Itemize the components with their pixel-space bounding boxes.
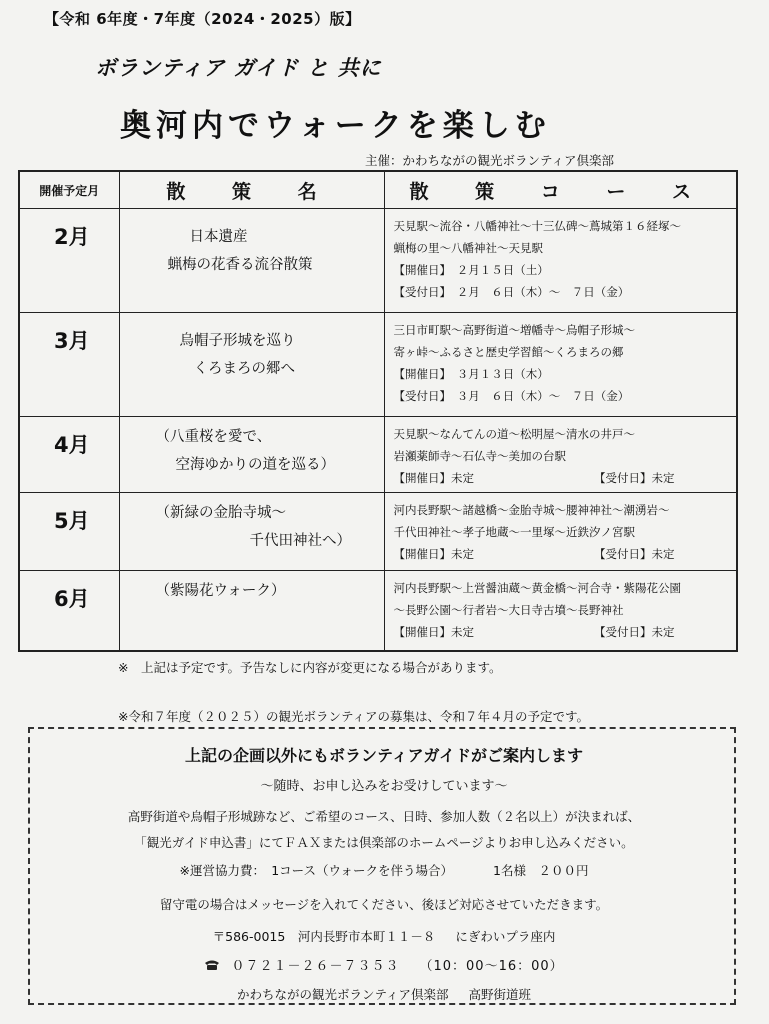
postal-address: 〒586-0015 河内長野市本町１１－８ (212, 929, 436, 944)
phone-icon (204, 959, 225, 974)
walk-name-line: くろまろの郷へ (193, 361, 295, 377)
organizer: 主催：かわちながの観光ボランティア倶楽部 (365, 153, 615, 168)
event-info-line (394, 621, 737, 643)
table-row (19, 209, 737, 313)
course-line: 天見駅～流谷・八幡神社～十三仏碑～蔦城第１６経塚～ (393, 219, 681, 233)
table-row (19, 313, 737, 417)
course-line: 河内長野駅～上営醤油蔵～黄金橋～河合寺・紫陽花公園 (393, 581, 681, 595)
month-cell: 5月 (19, 493, 119, 571)
course-cell (384, 493, 737, 571)
recruit-note: ※令和７年度（２０２５）の観光ボランティアの募集は、令和７年４月の予定です。 (118, 709, 589, 724)
phone-number: ０７２１－２６－７３５３ (231, 959, 400, 974)
course-cell (384, 417, 737, 493)
fee-label: ※運営協力費： 1コース（ウォークを伴う場合） (179, 863, 454, 878)
month-cell: 4月 (19, 417, 119, 493)
schedule-table (18, 170, 738, 652)
walk-name-cell (119, 417, 384, 493)
fee-value: 1名様 ２００円 (493, 863, 589, 878)
guide-box-heading: 上記の企画以外にもボランティアガイドがご案内します (184, 746, 584, 765)
table-row (19, 417, 737, 493)
course-line: 千代田神社～孝子地蔵～一里塚～近鉄汐ノ宮駅 (393, 525, 635, 539)
month-cell: 6月 (19, 571, 119, 651)
reception-date: 【受付日】未定 (594, 471, 675, 485)
phone-line (30, 955, 738, 974)
walk-name-line: 烏帽子形城を巡り (179, 333, 296, 349)
club-line (30, 985, 738, 1003)
walk-name-cell (119, 571, 384, 651)
building-name: にぎわいプラ座内 (455, 929, 556, 944)
reception-date: 【受付日】 ３月 ６日（木）～ ７日（金） (393, 389, 630, 403)
event-date: 【開催日】 ３月１３日（木） (393, 367, 549, 381)
guide-text-line: 「観光ガイド申込書」にてＦＡＸまたは倶楽部のホームページよりお申し込みください。 (134, 835, 634, 850)
event-date: 【開催日】未定 (393, 471, 474, 485)
anytime-note: ～随時、お申し込みをお受けしています～ (260, 779, 508, 794)
walk-name-cell (119, 493, 384, 571)
walk-name-line: 千代田神社へ） (249, 533, 351, 549)
guide-text-line: 高野街道や烏帽子形城跡など、ご希望のコース、日時、参加人数（２名以上）が決まれば、 (127, 809, 641, 824)
walk-name-line: 蝋梅の花香る流谷散策 (167, 257, 313, 273)
walk-name-line: 日本遺産 (189, 229, 248, 245)
table-row (19, 571, 737, 651)
fee-line (30, 861, 738, 879)
course-line: ～長野公園～行者岩～大日寺古墳～長野神社 (393, 603, 624, 617)
answering-note: 留守電の場合はメッセージを入れてください、後ほど対応させていただきます。 (159, 897, 609, 912)
course-cell (384, 209, 737, 313)
reception-date: 【受付日】 ２月 ６日（木）～ ７日（金） (393, 285, 630, 299)
club-name: かわちながの観光ボランティア倶楽部 (236, 987, 449, 1002)
course-line: 天見駅～なんてんの道～松明屋～清水の井戸～ (393, 427, 635, 441)
course-line: 三日市町駅～高野街道～増幡寺～烏帽子形城～ (393, 323, 635, 337)
walk-name-cell (119, 209, 384, 313)
walk-name-line: （新緑の金胎寺城～ (155, 505, 286, 521)
walk-name-line: 空海ゆかりの道を巡る） (175, 457, 335, 473)
month-cell: 2月 (19, 209, 119, 313)
table-row (19, 493, 737, 571)
office-hours: （10：00～16：00） (419, 959, 564, 974)
course-line: 岩瀬薬師寺～石仏寺～美加の台駅 (393, 449, 566, 463)
guide-info-box (28, 727, 736, 1005)
course-cell (384, 313, 737, 417)
course-line: 河内長野駅～諸越橋～金胎寺城～腰神神社～潮湧岩～ (393, 503, 670, 517)
reception-date: 【受付日】未定 (594, 547, 675, 561)
schedule-note: ※ 上記は予定です。予告なしに内容が変更になる場合があります。 (118, 660, 502, 675)
walk-name-line: （八重桜を愛で、 (155, 429, 272, 445)
header-course: 散 策 コ ー ス (384, 171, 737, 209)
address-line (30, 927, 738, 945)
course-line: 蝋梅の里～八幡神社～天見駅 (393, 241, 543, 255)
event-info-line (394, 543, 737, 565)
month-cell: 3月 (19, 313, 119, 417)
course-cell (384, 571, 737, 651)
walk-name-line: （紫陽花ウォーク） (155, 583, 286, 599)
table-header-row (19, 171, 737, 209)
subtitle: ボランティア ガイド と 共に (95, 56, 382, 80)
event-date: 【開催日】未定 (393, 625, 474, 639)
event-date: 【開催日】未定 (393, 547, 474, 561)
fiscal-year-label: 【令和 6年度・7年度（2024・2025）版】 (44, 10, 361, 28)
header-month: 開催予定月 (19, 171, 119, 209)
walk-name-cell (119, 313, 384, 417)
reception-date: 【受付日】未定 (594, 625, 675, 639)
course-line: 寄ヶ峠～ふるさと歴史学習館～くろまろの郷 (393, 345, 624, 359)
header-name: 散 策 名 (119, 171, 384, 209)
team-name: 高野街道班 (468, 987, 532, 1002)
event-date: 【開催日】 ２月１５日（土） (393, 263, 549, 277)
page-title: 奥河内でウォークを楽しむ (120, 108, 551, 144)
event-info-line (394, 467, 737, 489)
